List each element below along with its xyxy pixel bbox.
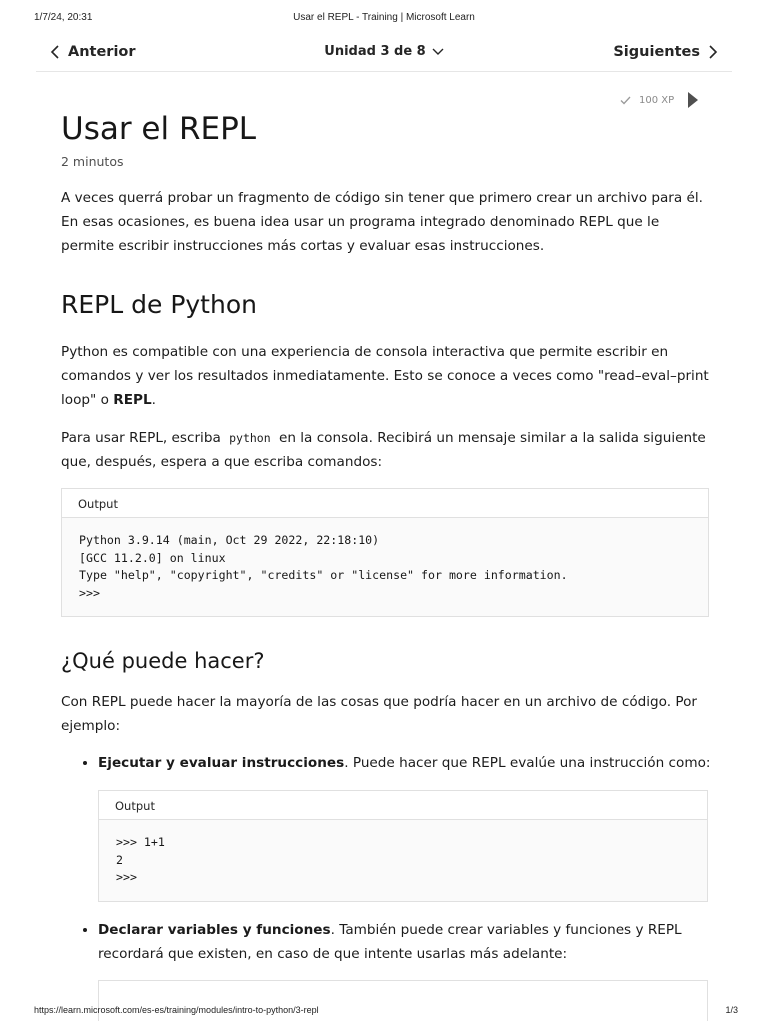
print-page-number: 1/3	[725, 1005, 738, 1015]
print-url: https://learn.microsoft.com/es-es/training/modules/intro-to-python/3-repl	[34, 1005, 319, 1015]
intro-paragraph: A veces querrá probar un fragmento de código sin tener que primero crear un archivo para él. En esas ocasiones, es buena idea usar un programa integrado denominado REPL que le permite escribir instrucciones más cortas y evaluar esas instrucciones.	[61, 190, 704, 254]
code-block-header: Output	[62, 489, 708, 518]
repl-usage-before: Para usar REPL, escriba	[61, 430, 226, 446]
repl-bold-term: REPL	[113, 392, 152, 408]
repl-description-text: Python es compatible con una experiencia de consola interactiva que permite escribir en comandos y ver los resultados inmediatamente. Esto se conoce a veces como "read–eval–print loop" o	[61, 344, 709, 408]
unit-selector-button[interactable]	[324, 44, 443, 59]
next-unit-label: Siguientes	[613, 44, 700, 60]
repl-description-end: .	[151, 392, 156, 408]
section-heading-what-can-you-do: ¿Qué puede hacer?	[61, 649, 265, 673]
code-block-header: Output	[99, 791, 707, 820]
list-item-text: . También puede crear variables y funciones y REPL recordará que existen, en caso de que intente usarlas más adelante:	[98, 921, 682, 962]
list-item	[98, 751, 711, 902]
repl-usage-paragraph	[61, 426, 711, 474]
code-block-content[interactable]: Python 3.9.14 (main, Oct 29 2022, 22:18:10) [GCC 11.2.0] on linux Type "help", "copyright", "credits" or "license" for more information. >>>	[62, 518, 708, 616]
unit-selector-label: Unidad 3 de 8	[324, 44, 426, 59]
list-item-title: Ejecutar y evaluar instrucciones	[98, 755, 345, 771]
chevron-down-icon	[432, 48, 444, 56]
unit-navigation	[36, 36, 732, 72]
examples-list	[61, 751, 711, 1021]
repl-usage-after: en la consola. Recibirá un mensaje similar a la salida siguiente que, después, espera a que escriba comandos:	[61, 430, 706, 470]
what-can-you-do-intro: Con REPL puede hacer la mayoría de las cosas que podría hacer en un archivo de código. Por ejemplo:	[61, 694, 698, 734]
play-icon[interactable]	[688, 92, 698, 108]
code-block-content[interactable]: >>> 1+1 2 >>>	[99, 820, 707, 901]
print-header: 1/7/24, 20:31 Usar el REPL - Training | Microsoft Learn	[34, 12, 475, 23]
duration-label: 2 minutos	[61, 154, 124, 169]
xp-value: 100 XP	[639, 94, 675, 106]
print-footer	[0, 1000, 768, 1024]
repl-description-paragraph	[61, 340, 711, 412]
chevron-right-icon	[708, 45, 718, 59]
list-item-text: . Puede hacer que REPL evalúe una instrucción como:	[344, 755, 711, 771]
section-heading-repl: REPL de Python	[61, 290, 257, 319]
article-content	[61, 108, 711, 1021]
list-item-title: Declarar variables y funciones	[98, 921, 331, 938]
output-code-block	[61, 488, 709, 617]
next-unit-button[interactable]	[613, 44, 718, 60]
checkmark-icon	[620, 96, 631, 105]
xp-indicator	[620, 92, 698, 108]
inline-code-python: python	[229, 431, 271, 445]
page-title: Usar el REPL	[61, 111, 257, 147]
previous-unit-label: Anterior	[68, 44, 136, 60]
output-code-block	[98, 790, 708, 902]
